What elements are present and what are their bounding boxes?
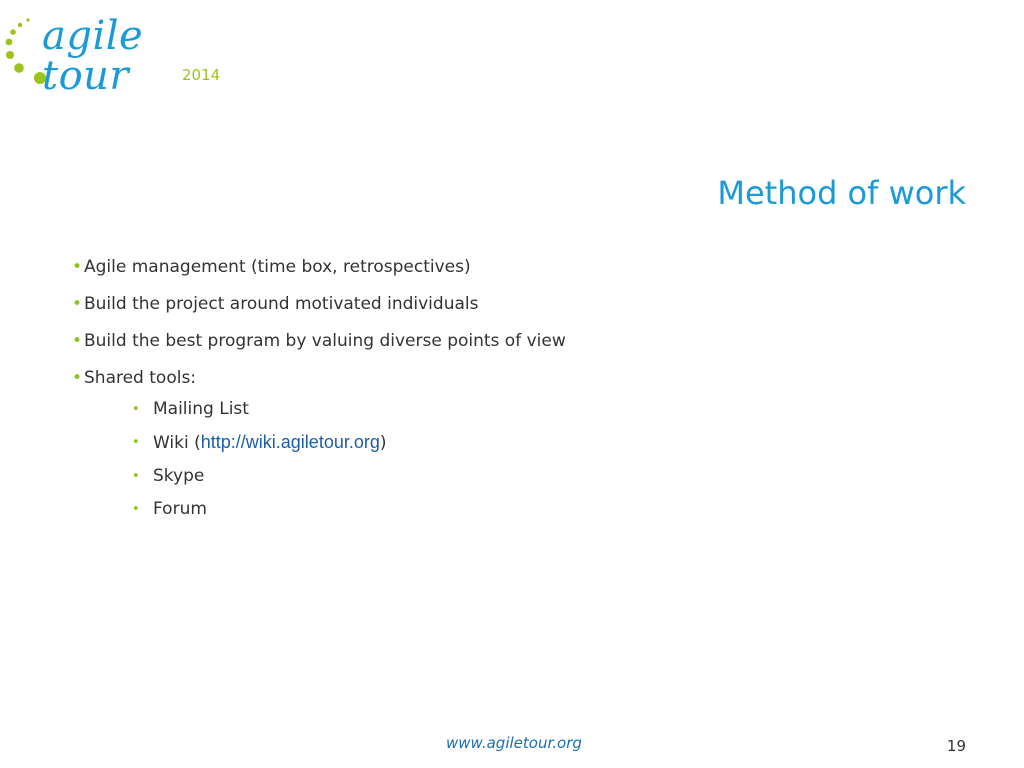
bullet-icon: • [72,368,83,388]
logo-dot [14,63,24,73]
bullet-item [72,367,566,521]
shared-tools-list [84,398,566,521]
bullet-list [72,256,566,535]
slide-title: Method of work [717,174,966,212]
logo-year: 2014 [182,66,221,84]
logo-dot [26,18,29,21]
sub-bullet-item [84,398,566,421]
logo-dot [6,51,14,59]
bullet-item [72,293,566,316]
sub-bullet-text: Skype [153,466,205,486]
sub-bullet-text: Mailing List [153,399,249,419]
footer-url[interactable]: www.agiletour.org [446,734,582,752]
wiki-prefix: Wiki ( [153,433,201,453]
sub-bullet-icon: • [132,469,140,484]
sub-bullet-text: Forum [153,499,207,519]
wiki-suffix: ) [379,433,387,453]
bullet-item [72,330,566,353]
logo-dot [18,23,22,27]
logo-wordmark: agile tour [42,13,144,99]
sub-bullet-item [84,465,566,488]
bullet-text: Agile management (time box, retrospectives) [84,257,471,277]
bullet-text: Build the best program by valuing diverse points of view [84,331,566,351]
bullet-item [72,256,566,279]
sub-bullet-icon: • [132,435,140,450]
page-number: 19 [946,737,966,755]
sub-bullet-item [84,431,566,455]
bullet-icon: • [72,257,83,277]
logo-dot [6,39,13,46]
bullet-text: Build the project around motivated individuals [84,294,479,314]
wiki-link[interactable]: http://wiki.agiletour.org [200,432,380,452]
bullet-icon: • [72,331,83,351]
logo-dot [10,29,16,35]
agile-tour-logo [0,10,240,99]
sub-bullet-icon: • [132,402,140,417]
sub-bullet-icon: • [132,502,140,517]
bullet-text: Shared tools: [84,368,197,388]
sub-bullet-item [84,498,566,521]
bullet-icon: • [72,294,83,314]
